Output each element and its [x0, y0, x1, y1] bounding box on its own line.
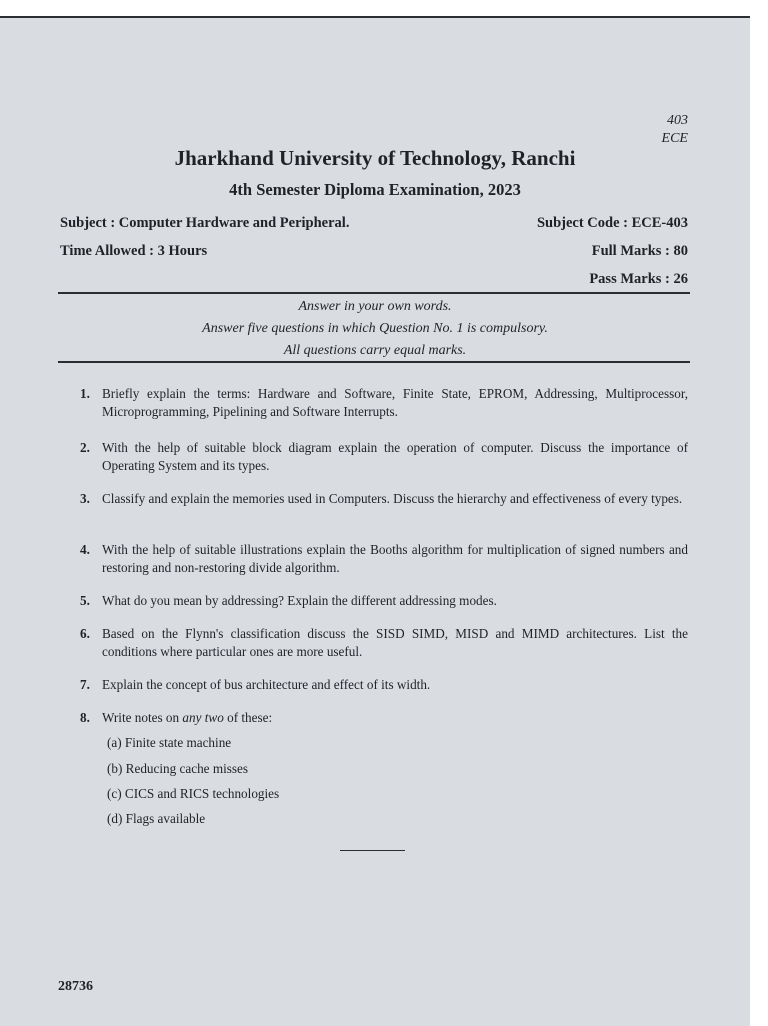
paper-number: 403 — [667, 113, 688, 128]
print-code: 28736 — [58, 979, 93, 994]
question-text: What do you mean by addressing? Explain the different addressing modes. — [102, 593, 497, 608]
full-marks: Full Marks : 80 — [591, 243, 688, 259]
question-text-emphasis: any two — [182, 710, 224, 725]
question-text-part: of these: — [223, 710, 273, 725]
question-number: 2. — [80, 440, 90, 455]
question-item — [80, 676, 688, 694]
question-number: 1. — [80, 386, 90, 401]
sub-option: (c) CICS and RICS technologies — [107, 786, 280, 801]
question-text: With the help of suitable block diagram explain the operation of computer. Discuss the importance of Operating System and its types. — [102, 440, 688, 473]
question-item — [80, 625, 688, 661]
instruction-line-2: Answer five questions in which Question No. 1 is compulsory. — [202, 321, 548, 336]
question-number: 5. — [80, 593, 90, 608]
end-line — [340, 850, 405, 851]
pass-marks: Pass Marks : 26 — [589, 271, 688, 287]
question-number: 3. — [80, 491, 90, 506]
branch-code: ECE — [661, 131, 688, 146]
question-text — [102, 709, 688, 727]
question-item — [80, 592, 688, 610]
instruction-line-1: Answer in your own words. — [298, 299, 452, 314]
question-item — [80, 490, 688, 508]
sub-option: (a) Finite state machine — [107, 735, 232, 750]
question-text: Explain the concept of bus architecture and effect of its width. — [102, 677, 431, 692]
header-divider — [58, 292, 690, 294]
exam-title: 4th Semester Diploma Examination, 2023 — [229, 180, 521, 199]
question-item — [80, 385, 688, 421]
question-item — [80, 709, 688, 727]
subject-code: Subject Code : ECE-403 — [536, 215, 688, 231]
time-allowed: Time Allowed : 3 Hours — [60, 243, 208, 259]
question-number: 7. — [80, 677, 90, 692]
question-number: 4. — [80, 542, 90, 557]
question-number: 8. — [80, 710, 90, 725]
sub-option: (b) Reducing cache misses — [107, 761, 248, 776]
question-item — [80, 439, 688, 475]
instruction-line-3: All questions carry equal marks. — [283, 343, 467, 358]
question-text: With the help of suitable illustrations explain the Booths algorithm for multiplication of signed numbers and restoring and non-restoring divide algorithm. — [102, 542, 688, 575]
subject-label: Subject : Computer Hardware and Peripheral. — [60, 215, 350, 231]
exam-paper-sheet — [0, 16, 750, 1026]
university-title: Jharkhand University of Technology, Ranchi — [174, 146, 576, 170]
question-number: 6. — [80, 626, 90, 641]
question-text: Based on the Flynn's classification discuss the SISD SIMD, MISD and MIMD architectures. List the conditions where particular ones are more useful. — [102, 626, 688, 659]
sub-option: (d) Flags available — [107, 811, 206, 826]
question-item — [80, 541, 688, 577]
instructions-divider — [58, 361, 690, 363]
question-text: Briefly explain the terms: Hardware and Software, Finite State, EPROM, Addressing, Multiprocessor, Microprogramming, Pipelining and Software Interrupts. — [102, 386, 688, 419]
question-text: Classify and explain the memories used in Computers. Discuss the hierarchy and effectiveness of every types. — [102, 491, 683, 506]
question-text-part: Write notes on — [102, 710, 183, 725]
